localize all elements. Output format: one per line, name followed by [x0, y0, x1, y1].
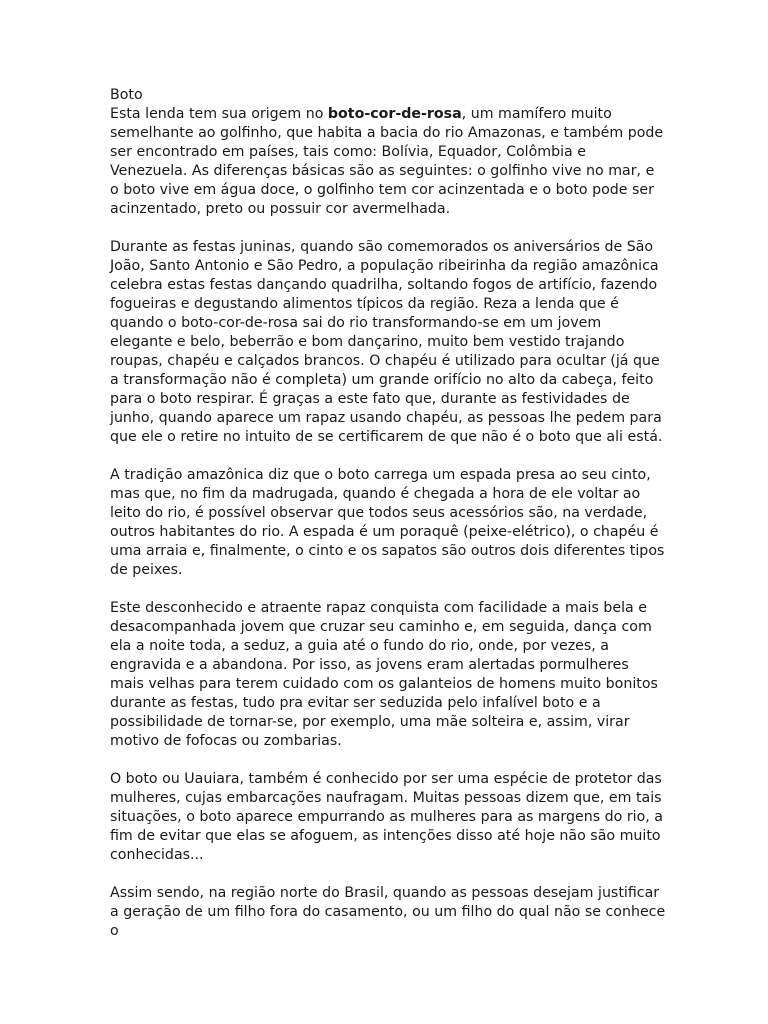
paragraph-origin-start: Esta lenda tem sua origem no [110, 106, 328, 122]
document-page [110, 86, 666, 960]
bold-term-boto-cor-de-rosa: boto-cor-de-rosa [327, 106, 462, 122]
paragraph-tradicao: A tradição amazônica diz que o boto carrega um espada presa ao seu cinto, mas que, no fim da madrugada, quando é chegada a hora de ele voltar ao leito do rio, é possível observar que todos seus acessórios são, na verdade, outros habitantes do rio. A espada é um poraquê (peixe-elétrico), o chapéu é uma arraia e, finalmente, o cinto e os sapatos são outros dois diferentes tipos de peixes. [110, 467, 665, 578]
paragraph-origin [110, 105, 666, 219]
paragraph-festas-juninas: Durante as festas juninas, quando são comemorados os aniversários de São João, Santo Antonio e São Pedro, a população ribeirinha da região amazônica celebra estas festas dançando quadrilha, soltando fogos de artifício, fazendo fogueiras e degustando alimentos típicos da região. Reza a lenda que é quando o boto-cor-de-rosa sai do rio transformando-se em um jovem elegante e belo, beberrão e bom dançarino, muito bem vestido trajando roupas, chapéu e calçados brancos. O chapéu é utilizado para ocultar (já que a transformação não é completa) um grande orifício no alto da cabeça, feito para o boto respirar. É graças a este fato que, durante as festividades de junho, quando aparece um rapaz usando chapéu, as pessoas lhe pedem para que ele o retire no intuito de se certificarem de que não é o boto que ali está. [110, 239, 663, 445]
paragraph-rapaz: Este desconhecido e atraente rapaz conquista com facilidade a mais bela e desacompanhada jovem que cruzar seu caminho e, em seguida, dança com ela a noite toda, a seduz, a guia até o fundo do rio, onde, por vezes, a engravida e a abandona. Por isso, as jovens eram alertadas pormulheres mais velhas para terem cuidado com os galanteios de homens muito bonitos durante as festas, tudo pra evitar ser seduzida pelo infalível boto e a possibilidade de tornar-se, por exemplo, uma mãe solteira e, assim, virar motivo de fofocas ou zombarias. [110, 600, 658, 749]
document-title: Boto [110, 87, 143, 103]
paragraph-protetor: O boto ou Uauiara, também é conhecido por ser uma espécie de protetor das mulheres, cujas embarcações naufragam. Muitas pessoas dizem que, em tais situações, o boto aparece empurrando as mulheres para as margens do rio, a fim de evitar que elas se afoguem, as intenções disso até hoje não são muito conhecidas... [110, 771, 663, 863]
paragraph-assim-sendo: Assim sendo, na região norte do Brasil, quando as pessoas desejam justificar a geração de um filho fora do casamento, ou um filho do qual não se conhece o [110, 885, 666, 939]
paragraph-origin-end: , um mamífero muito semelhante ao golfinho, que habita a bacia do rio Amazonas, e também pode ser encontrado em países, tais como: Bolívia, Equador, Colômbia e Venezuela. As diferenças básicas são as seguintes: o golfinho vive no mar, e o boto vive em água doce, o golfinho tem cor acinzentada e o boto pode ser acinzentado, preto ou possuir cor avermelhada. [110, 106, 664, 217]
